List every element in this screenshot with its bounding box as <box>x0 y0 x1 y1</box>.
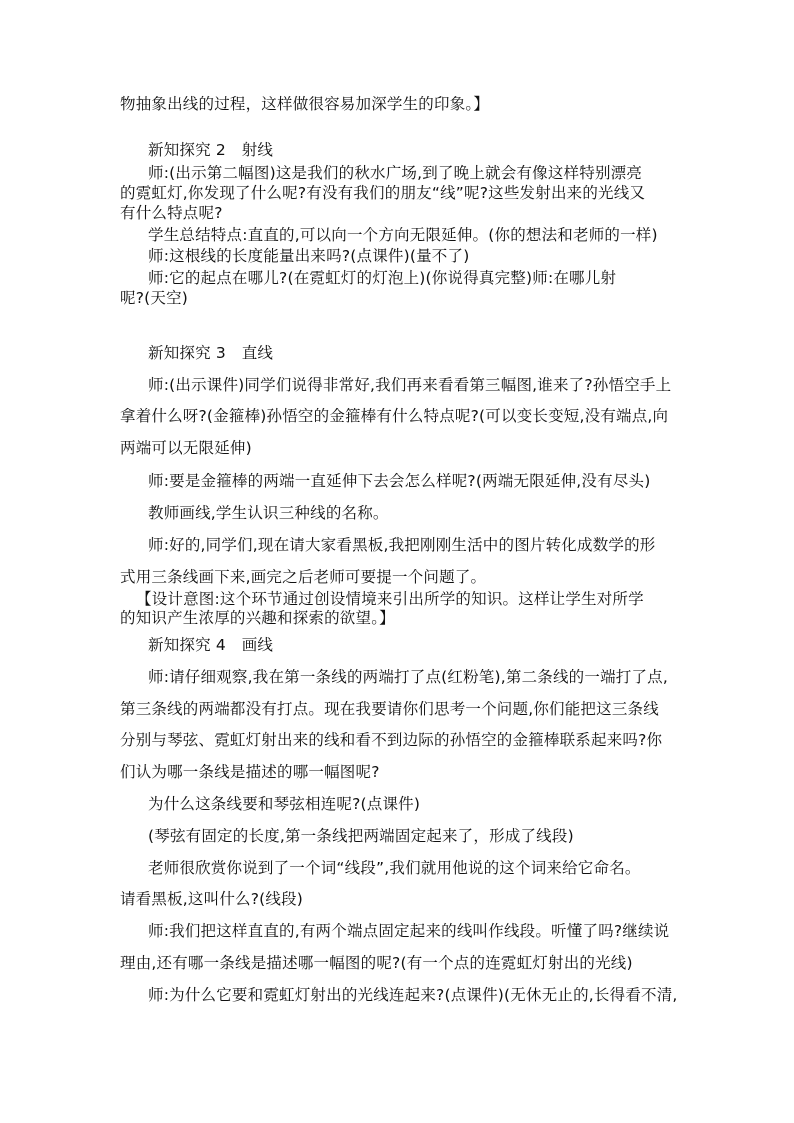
text-line: 教师画线,学生认识三种线的名称。 <box>148 504 389 522</box>
text-line: (琴弦有固定的长度,第一条线把两端固定起来了，形成了线段) <box>148 827 574 845</box>
text-line: 师:这根线的长度能量出来吗?(点课件)(量不了) <box>148 247 470 265</box>
text-line: 师:它的起点在哪儿?(在霓虹灯的灯泡上)(你说得真完整)师:在哪儿射 <box>148 269 617 287</box>
section-heading: 新知探究 2 射线 <box>148 141 274 159</box>
text-line: 师:好的,同学们,现在请大家看黑板,我把刚刚生活中的图片转化成数学的形 <box>148 536 656 554</box>
section-heading: 新知探究 4 画线 <box>148 636 274 654</box>
text-line: 老师很欣赏你说到了一个词“线段”,我们就用他说的这个词来给它命名。 <box>148 859 641 877</box>
text-line: 师:请仔细观察,我在第一条线的两端打了点(红粉笔),第二条线的一端打了点, <box>148 668 668 686</box>
text-line: 请看黑板,这叫什么?(线段) <box>120 890 304 908</box>
text-line: 有什么特点呢? <box>120 204 223 222</box>
text-line: 师:(出示第二幅图)这是我们的秋水广场,到了晚上就会有像这样特别漂亮 <box>148 164 643 182</box>
text-line: 式用三条线画下来,画完之后老师可要提一个问题了。 <box>120 568 487 586</box>
text-line: 理由,还有哪一条线是描述哪一幅图的呢?(有一个点的连霓虹灯射出的光线) <box>120 954 633 972</box>
text-line: 师:要是金箍棒的两端一直延伸下去会怎么样呢?(两端无限延伸,没有尽头) <box>148 472 651 490</box>
text-line: 学生总结特点:直直的,可以向一个方向无限延伸。(你的想法和老师的一样) <box>148 226 658 244</box>
text-line: 的霓虹灯,你发现了什么呢?有没有我们的朋友“线”呢?这些发射出来的光线又 <box>120 184 646 202</box>
text-line: 师:我们把这样直直的,有两个端点固定起来的线叫作线段。听懂了吗?继续说 <box>148 922 670 940</box>
text-line: 师:为什么它要和霓虹灯射出的光线连起来?(点课件)(无休无止的,长得看不清, <box>148 986 678 1004</box>
text-line: 两端可以无限延伸) <box>120 439 252 457</box>
design-note: 【设计意图:这个环节通过创设情境来引出所学的知识。这样让学生对所学 <box>136 590 644 608</box>
text-line: 呢?(天空) <box>120 289 189 307</box>
text-line: 物抽象出线的过程，这样做很容易加深学生的印象。】 <box>120 95 490 113</box>
text-line: 拿着什么呀?(金箍棒)孙悟空的金箍棒有什么特点呢?(可以变长变短,没有端点,向 <box>120 407 669 425</box>
text-line: 分别与琴弦、霓虹灯射出来的线和看不到边际的孙悟空的金箍棒联系起来吗?你 <box>120 731 663 749</box>
text-line: 师:(出示课件)同学们说得非常好,我们再来看看第三幅图,谁来了?孙悟空手上 <box>148 376 672 394</box>
text-line: 为什么这条线要和琴弦相连呢?(点课件) <box>148 795 421 813</box>
section-heading: 新知探究 3 直线 <box>148 344 274 362</box>
text-line: 们认为哪一条线是描述的哪一幅图呢? <box>120 763 380 781</box>
design-note: 的知识产生浓厚的兴趣和探索的欲望。】 <box>120 609 395 627</box>
text-line: 第三条线的两端都没有打点。现在我要请你们思考一个问题,你们能把这三条线 <box>120 700 659 718</box>
